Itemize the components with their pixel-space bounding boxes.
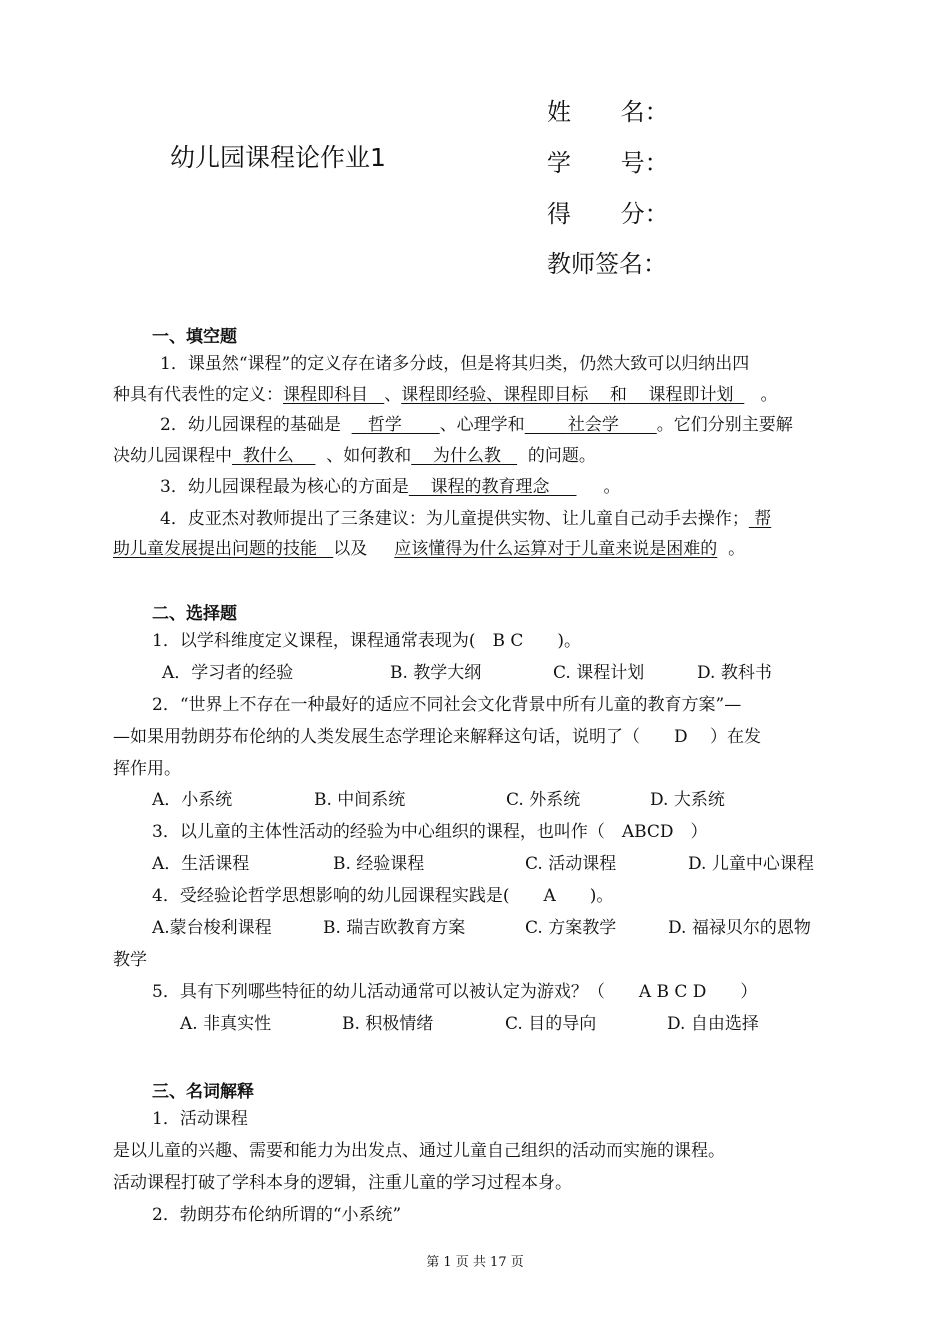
mc-q3-option-d: D. 儿童中心课程 [688, 854, 814, 874]
mc-q4-option-c: C. 方案教学 [525, 918, 617, 938]
mc-q2-option-d: D. 大系统 [650, 790, 725, 810]
mc-q2-line3: 挥作用。 [113, 759, 181, 779]
q2-line1: 2．幼儿园课程的基础是 哲学 、心理学和 社会学 。它们分别主要解 [160, 415, 793, 435]
q2-answer-1: 哲学 [367, 415, 402, 435]
mc-q1-option-a: A．学习者的经验 [162, 663, 294, 683]
mc-q4-option-a: A.蒙台梭利课程 [152, 918, 272, 938]
q1-answer-2: 课程即经验、课程即目标 [401, 385, 589, 405]
mc-q3-option-c: C. 活动课程 [525, 854, 617, 874]
mc-q5-option-b: B. 积极情绪 [342, 1014, 434, 1034]
mc-q4-option-d: D. 福禄贝尔的恩物 [668, 918, 811, 938]
mc-q4-stem: 4．受经验论哲学思想影响的幼儿园课程实践是( A )。 [152, 886, 614, 906]
q3-line: 3．幼儿园课程最为核心的方面是 课程的教育理念 。 [160, 477, 621, 497]
q2-answer-4: 为什么教 [432, 446, 501, 466]
term-1-body-line2: 活动课程打破了学科本身的逻辑，注重儿童的学习过程本身。 [113, 1173, 572, 1193]
term-1-body-line1: 是以儿童的兴趣、需要和能力为出发点、通过儿童自己组织的活动而实施的课程。 [113, 1141, 725, 1161]
mc-q3-stem: 3．以儿童的主体性活动的经验为中心组织的课程，也叫作（ ABCD ） [152, 822, 708, 842]
mc-q5-option-c: C. 目的导向 [505, 1014, 597, 1034]
mc-q1-option-d: D. 教科书 [697, 663, 772, 683]
q1-answer-1: 课程即科目 [283, 385, 374, 405]
q2-line2: 决幼儿园课程中 教什么 、如何教和 为什么教 的问题。 [113, 446, 596, 466]
q4-answer-2: 应该懂得为什么运算对于儿童来说是困难的 [394, 539, 718, 559]
q4-answer-1: 助儿童发展提出问题的技能 [113, 539, 317, 559]
term-1-title: 1．活动课程 [152, 1109, 248, 1129]
mc-q2-line1: 2．“世界上不存在一种最好的适应不同社会文化背景中所有儿童的教育方案”— [152, 695, 742, 715]
score-label: 得 分： [547, 200, 669, 228]
mc-q5-option-a: A. 非真实性 [180, 1014, 272, 1034]
q1-answer-3: 课程即计划 [648, 385, 734, 405]
mc-q2-option-b: B. 中间系统 [314, 790, 406, 810]
q1-line1: 1．课虽然“课程”的定义存在诸多分歧，但是将其归类，仍然大致可以归纳出四 [160, 354, 750, 374]
student-id-label: 学 号： [547, 149, 669, 177]
q4-line1: 4．皮亚杰对教师提出了三条建议：为儿童提供实物、让儿童自己动手去操作； 帮 [160, 509, 772, 529]
q1-line2: 种具有代表性的定义：课程即科目 、课程即经验、课程即目标 和 课程即计划 。 [113, 385, 778, 405]
mc-q2-option-c: C. 外系统 [506, 790, 581, 810]
mc-q1-option-b: B. 教学大纲 [390, 663, 482, 683]
mc-q2-line2: —如果用勃朗芬布伦纳的人类发展生态学理论来解释这句话，说明了（ D ）在发 [113, 727, 762, 747]
q2-answer-2: 社会学 [567, 415, 619, 435]
mc-q4-option-d-wrap: 教学 [113, 950, 147, 970]
teacher-signature-label: 教师签名： [547, 250, 667, 278]
q3-answer: 课程的教育理念 [430, 477, 550, 497]
q2-answer-3: 教什么 [242, 446, 294, 466]
mc-q4-option-b: B. 瑞吉欧教育方案 [323, 918, 466, 938]
page-number-footer: 第 1 页 共 17 页 [426, 1255, 524, 1270]
section-heading-term-explanation: 三、名词解释 [152, 1082, 254, 1102]
mc-q5-option-d: D. 自由选择 [667, 1014, 759, 1034]
section-heading-fill-blank: 一、填空题 [152, 327, 237, 347]
document-title: 幼儿园课程论作业1 [170, 143, 386, 172]
mc-q1-option-c: C. 课程计划 [553, 663, 645, 683]
term-2-title: 2．勃朗芬布伦纳所谓的“小系统” [152, 1205, 402, 1225]
mc-q1-stem: 1．以学科维度定义课程，课程通常表现为( B C )。 [152, 631, 581, 651]
q4-line2: 助儿童发展提出问题的技能 以及 应该懂得为什么运算对于儿童来说是困难的 。 [113, 539, 746, 559]
mc-q3-option-b: B. 经验课程 [333, 854, 425, 874]
mc-q2-option-a: A．小系统 [152, 790, 233, 810]
mc-q5-stem: 5．具有下列哪些特征的幼儿活动通常可以被认定为游戏？（ A B C D ） [152, 982, 758, 1002]
section-heading-multiple-choice: 二、选择题 [152, 604, 237, 624]
name-label: 姓 名： [547, 98, 669, 126]
mc-q3-option-a: A．生活课程 [152, 854, 250, 874]
